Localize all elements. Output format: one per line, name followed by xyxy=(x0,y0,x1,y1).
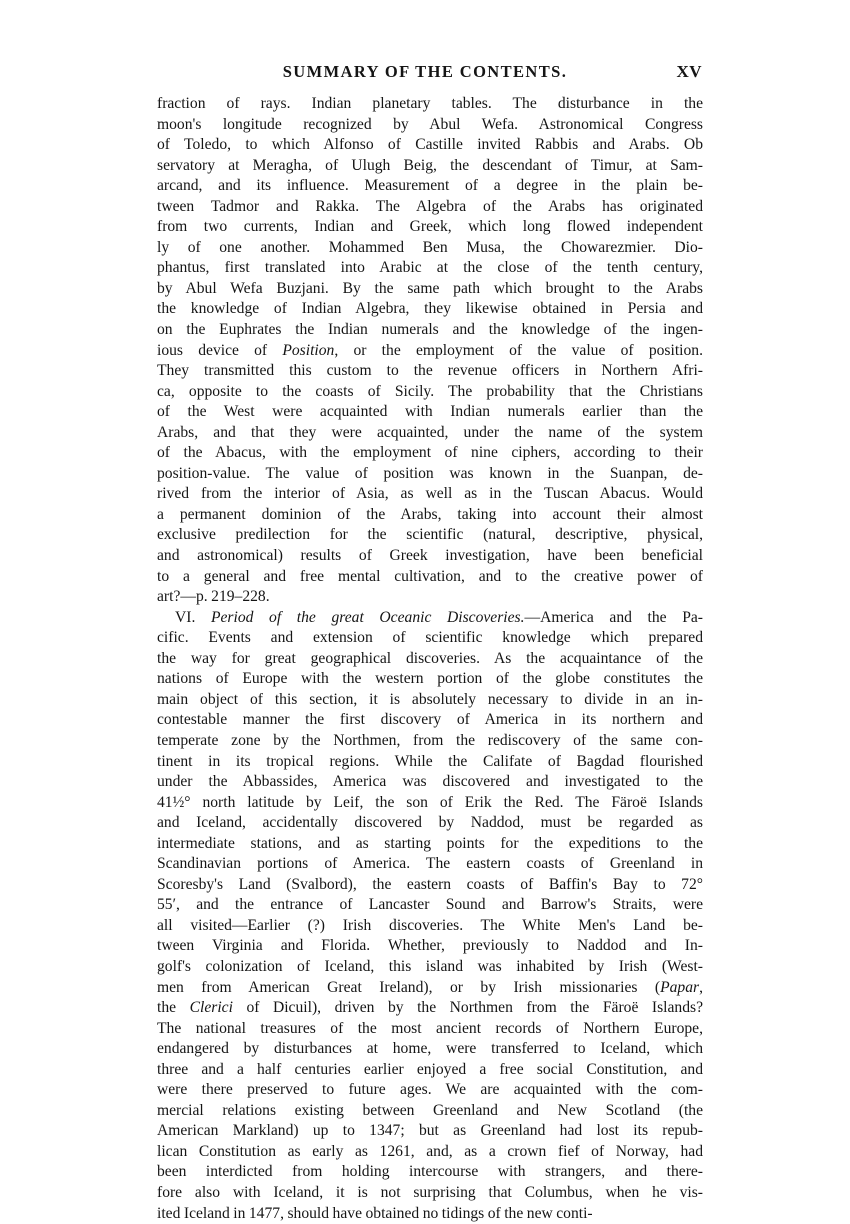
text-line: temperate zone by the Northmen, from the rediscovery of the same con- xyxy=(157,731,703,749)
text-body xyxy=(157,94,703,1224)
text-line: VI. Period of the great Oceanic Discoveries.—America and the Pa- xyxy=(175,608,704,626)
text-line: and Iceland, accidentally discovered by Naddod, must be regarded as xyxy=(157,814,703,832)
text-line: three and a half centuries earlier enjoyed a free social Constitution, and xyxy=(157,1060,703,1078)
text-line: fore also with Iceland, it is not surprising that Columbus, when he vis- xyxy=(157,1183,703,1201)
text-line: arcand, and its influence. Measurement of a degree in the plain be- xyxy=(157,177,703,195)
text-line: to a general and free mental cultivation, and to the creative power of xyxy=(157,567,703,585)
text-line: mercial relations existing between Greenland and New Scotland (the xyxy=(157,1101,703,1119)
text-line: art?—p. 219–228. xyxy=(157,588,270,606)
text-line: been interdicted from holding intercourse with strangers, and there- xyxy=(157,1163,703,1181)
text-line: 55′, and the entrance of Lancaster Sound and Barrow's Straits, were xyxy=(157,896,703,914)
text-line: contestable manner the first discovery of America in its northern and xyxy=(157,711,703,729)
text-line: Arabs, and that they were acquainted, under the name of the system xyxy=(157,423,703,441)
text-line: Scoresby's Land (Svalbord), the eastern coasts of Baffin's Bay to 72° xyxy=(157,875,703,893)
text-line: from two currents, Indian and Greek, which long flowed independent xyxy=(157,218,703,236)
text-line: Scandinavian portions of America. The eastern coasts of Greenland in xyxy=(157,855,703,873)
text-line: tween Tadmor and Rakka. The Algebra of the Arabs has originated xyxy=(157,197,703,215)
text-line: cific. Events and extension of scientific knowledge which prepared xyxy=(157,629,703,647)
text-line: ited Iceland in 1477, should have obtained no tidings of the new conti- xyxy=(157,1204,593,1222)
text-line: of the Abacus, with the employment of nine ciphers, according to their xyxy=(157,444,703,462)
paragraph-section-vi xyxy=(157,608,703,1224)
text-line: phantus, first translated into Arabic at the close of the tenth century, xyxy=(157,259,703,277)
text-line: a permanent dominion of the Arabs, taking into account their almost xyxy=(157,505,703,523)
paragraph-summary-v-continued xyxy=(157,94,703,608)
text-line: ious device of Position, or the employment of the value of position. xyxy=(157,341,703,359)
text-line: intermediate stations, and as starting points for the expeditions to the xyxy=(157,834,703,852)
text-line: nations of Europe with the western portion of the globe constitutes the xyxy=(157,670,703,688)
text-line: under the Abbassides, America was discovered and investigated to the xyxy=(157,773,703,791)
text-line: the knowledge of Indian Algebra, they likewise obtained in Persia and xyxy=(157,300,703,318)
text-line: moon's longitude recognized by Abul Wefa. Astronomical Congress xyxy=(157,115,703,133)
text-line: of Toledo, to which Alfonso of Castille invited Rabbis and Arabs. Ob xyxy=(157,136,703,154)
text-line: ca, opposite to the coasts of Sicily. The probability that the Christians xyxy=(157,382,703,400)
text-line: lican Constitution as early as 1261, and, as a crown fief of Norway, had xyxy=(157,1142,703,1160)
text-line: tween Virginia and Florida. Whether, previously to Naddod and In- xyxy=(157,937,703,955)
text-line: They transmitted this custom to the revenue officers in Northern Afri- xyxy=(157,362,703,380)
text-line: golf's colonization of Iceland, this island was inhabited by Irish (West- xyxy=(157,957,703,975)
running-title: SUMMARY OF THE CONTENTS. xyxy=(282,62,568,81)
page-number: XV xyxy=(676,62,702,81)
text-line: and astronomical) results of Greek investigation, have been beneficial xyxy=(157,547,703,565)
text-line: 41½° north latitude by Leif, the son of Erik the Red. The Färoë Islands xyxy=(157,793,703,811)
text-line: ly of one another. Mohammed Ben Musa, the Chowarezmier. Dio- xyxy=(157,238,703,256)
text-line: the Clerici of Dicuil), driven by the Northmen from the Färoë Islands? xyxy=(157,999,703,1017)
page-header xyxy=(0,62,850,86)
text-line: rived from the interior of Asia, as well as in the Tuscan Abacus. Would xyxy=(157,485,703,503)
text-line: endangered by disturbances at home, were transferred to Iceland, which xyxy=(157,1040,703,1058)
text-line: The national treasures of the most ancient records of Northern Europe, xyxy=(157,1019,703,1037)
text-line: exclusive predilection for the scientific (natural, descriptive, physical, xyxy=(157,526,703,544)
text-line: all visited—Earlier (?) Irish discoveries. The White Men's Land be- xyxy=(157,916,703,934)
text-line: position-value. The value of position was known in the Suanpan, de- xyxy=(157,464,703,482)
text-line: main object of this section, it is absolutely necessary to divide in an in- xyxy=(157,690,703,708)
text-line: tinent in its tropical regions. While the Califate of Bagdad flourished xyxy=(157,752,703,770)
text-line: American Markland) up to 1347; but as Greenland had lost its repub- xyxy=(157,1122,703,1140)
text-line: by Abul Wefa Buzjani. By the same path which brought to the Arabs xyxy=(157,279,703,297)
text-line: on the Euphrates the Indian numerals and the knowledge of the ingen- xyxy=(157,321,703,339)
text-line: men from American Great Ireland), or by Irish missionaries (Papar, xyxy=(157,978,703,996)
text-line: servatory at Meragha, of Ulugh Beig, the descendant of Timur, at Sam- xyxy=(157,156,703,174)
text-line: of the West were acquainted with Indian numerals earlier than the xyxy=(157,403,703,421)
text-line: fraction of rays. Indian planetary tables. The disturbance in the xyxy=(157,95,703,112)
text-line: the way for great geographical discoveries. As the acquaintance of the xyxy=(157,649,703,667)
text-line: were there preserved to future ages. We are acquainted with the com- xyxy=(157,1081,703,1099)
